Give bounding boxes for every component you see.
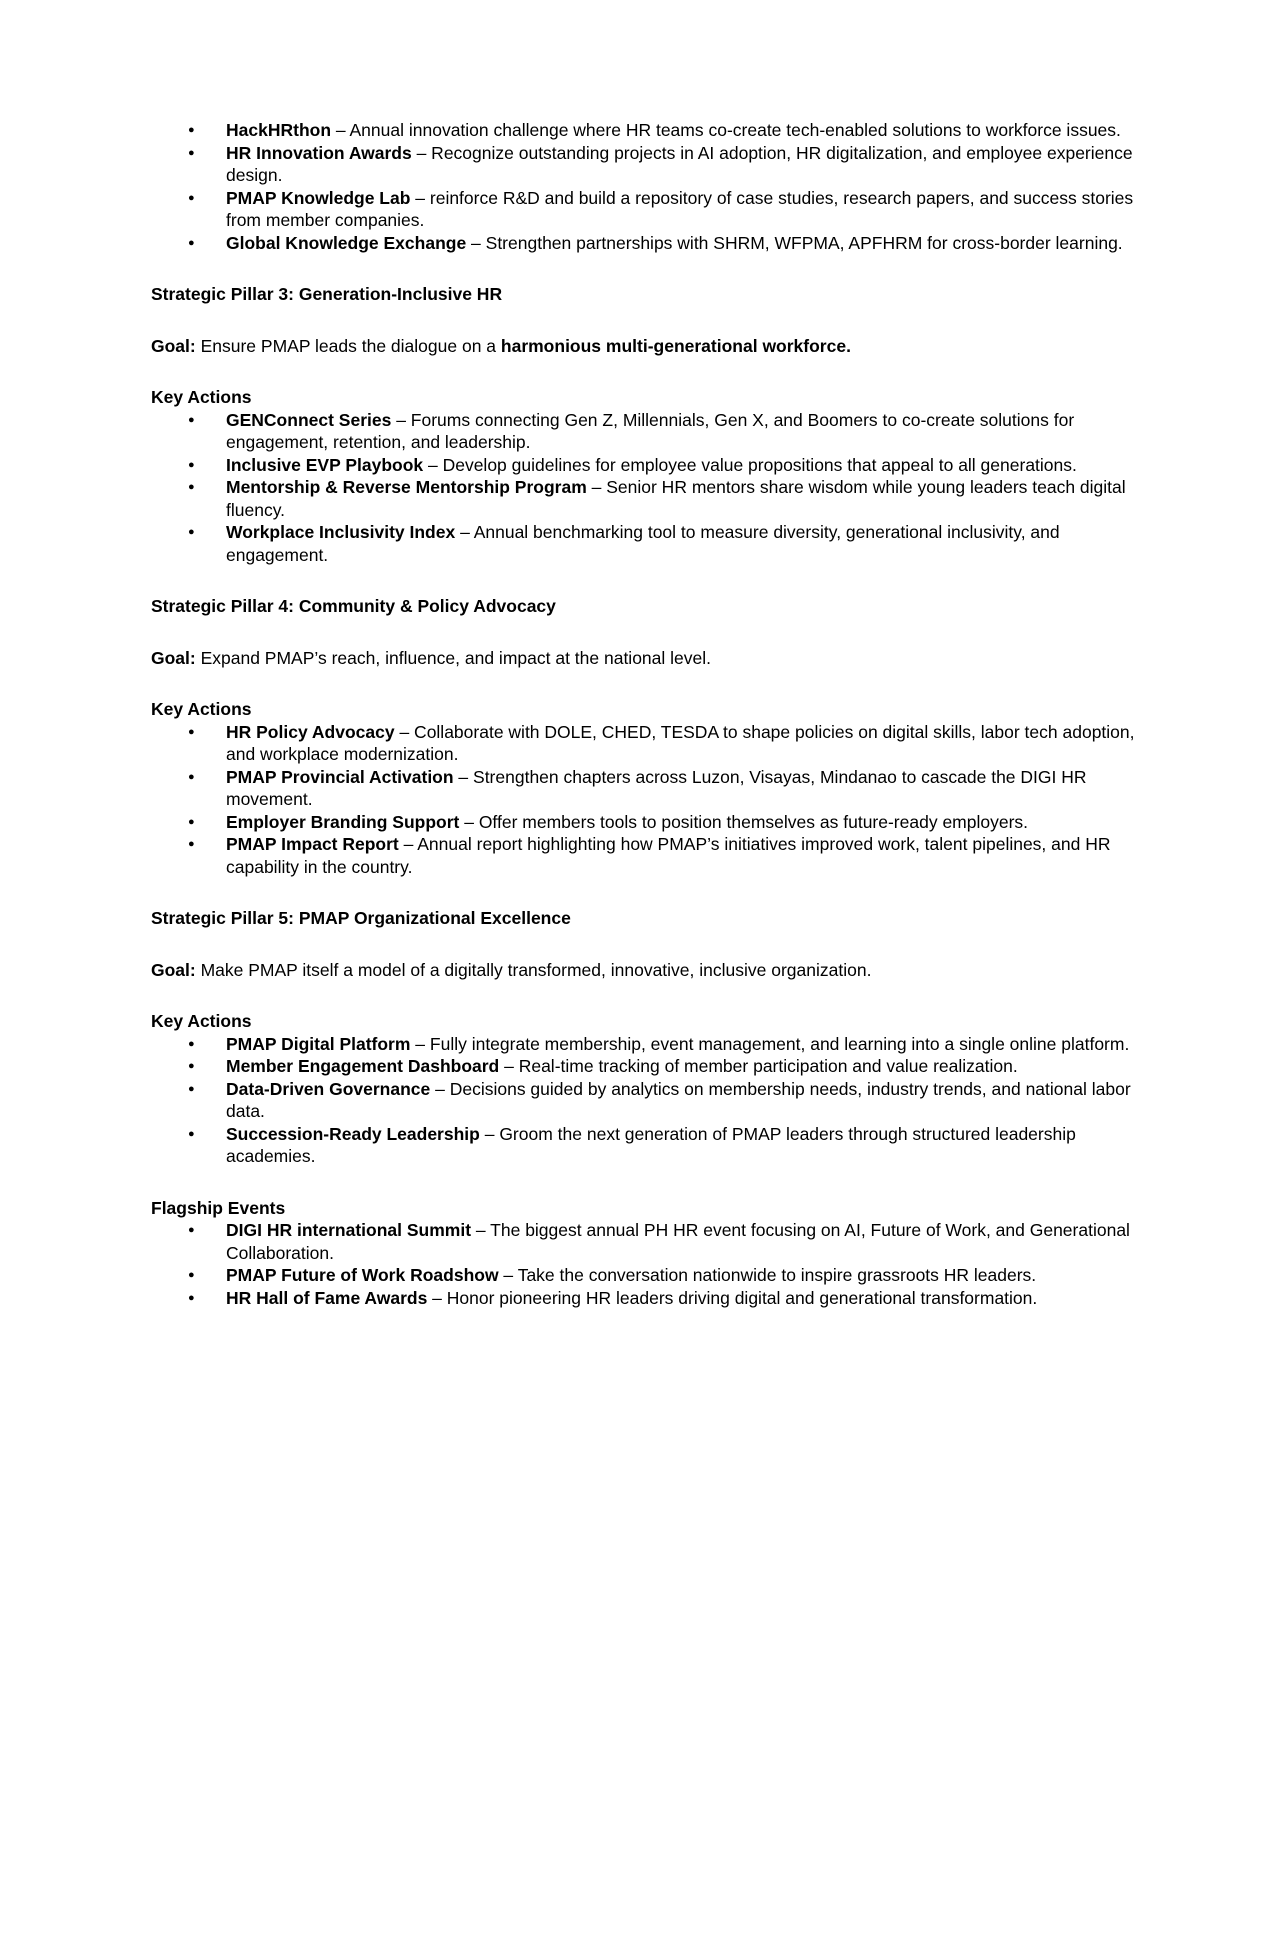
pillar-3-heading: Strategic Pillar 3: Generation-Inclusive HR	[151, 284, 503, 304]
document-content	[151, 119, 1141, 1309]
item-text: – Collaborate with DOLE, CHED, TESDA to shape policies on digital skills, labor tech adoption, and workplace modernization.	[226, 721, 1135, 764]
item-text: – Develop guidelines for employee value propositions that appeal to all generations.	[423, 454, 1077, 475]
list-item	[151, 1264, 1141, 1287]
pillar-3-key-actions: Key Actions	[151, 387, 252, 407]
item-term: Member Engagement Dashboard	[226, 1056, 500, 1076]
item-term: Inclusive EVP Playbook	[226, 454, 424, 475]
list-item	[151, 1055, 1141, 1078]
list-item	[151, 811, 1141, 834]
goal-emphasis: harmonious multi-generational workforce.	[500, 335, 851, 356]
item-term: PMAP Knowledge Lab	[226, 187, 411, 208]
item-term: HR Hall of Fame Awards	[226, 1287, 428, 1308]
list-item	[151, 833, 1141, 878]
item-text: – Offer members tools to position themselves as future-ready employers.	[459, 811, 1029, 832]
goal-text: Make PMAP itself a model of a digitally transformed, innovative, inclusive organization.	[195, 959, 872, 980]
list-item	[151, 721, 1141, 766]
item-text: – Senior HR mentors share wisdom while young leaders teach digital fluency.	[226, 477, 1126, 520]
goal-text: Ensure PMAP leads the dialogue on a	[195, 335, 501, 356]
item-term: HackHRthon	[226, 120, 332, 140]
list-item	[151, 1219, 1141, 1264]
item-term: DIGI HR international Summit	[226, 1220, 472, 1240]
list-item	[151, 187, 1141, 232]
item-term: Succession-Ready Leadership	[226, 1123, 480, 1144]
pillar-5-list	[151, 1033, 1141, 1168]
list-item	[151, 766, 1141, 811]
item-text: – Fully integrate membership, event management, and learning into a single online platform.	[410, 1033, 1130, 1054]
pillar-4-list	[151, 721, 1141, 879]
pillar-5-heading: Strategic Pillar 5: PMAP Organizational Excellence	[151, 908, 571, 928]
goal-label: Goal:	[151, 335, 196, 356]
list-item	[151, 409, 1141, 454]
item-text: – Honor pioneering HR leaders driving digital and generational transformation.	[427, 1287, 1038, 1308]
item-term: HR Innovation Awards	[226, 142, 412, 163]
item-term: PMAP Future of Work Roadshow	[226, 1265, 499, 1285]
list-item	[151, 1078, 1141, 1123]
item-term: PMAP Provincial Activation	[226, 766, 454, 787]
item-term: HR Policy Advocacy	[226, 721, 395, 742]
item-text: – The biggest annual PH HR event focusing on AI, Future of Work, and Generational Collaboration.	[226, 1220, 1130, 1263]
innovation-list	[151, 119, 1141, 254]
item-text: – Forums connecting Gen Z, Millennials, Gen X, and Boomers to co-create solutions for engagement, retention, and leadership.	[226, 409, 1075, 452]
pillar-4-key-actions: Key Actions	[151, 699, 252, 719]
item-term: Mentorship & Reverse Mentorship Program	[226, 477, 587, 497]
goal-label: Goal:	[151, 647, 196, 668]
list-item	[151, 1033, 1141, 1056]
pillar-4-goal	[151, 647, 1141, 670]
item-text: – Strengthen chapters across Luzon, Visayas, Mindanao to cascade the DIGI HR movement.	[226, 766, 1087, 809]
pillar-4-heading: Strategic Pillar 4: Community & Policy Advocacy	[151, 596, 556, 616]
item-text: – Recognize outstanding projects in AI adoption, HR digitalization, and employee experience design.	[226, 142, 1133, 185]
pillar-3-goal	[151, 335, 1141, 358]
list-item	[151, 476, 1141, 521]
list-item	[151, 1123, 1141, 1168]
item-term: Global Knowledge Exchange	[226, 232, 467, 253]
pillar-5-key-actions: Key Actions	[151, 1011, 252, 1031]
flagship-events-list	[151, 1219, 1141, 1309]
item-term: PMAP Impact Report	[226, 834, 399, 854]
item-term: GENConnect Series	[226, 409, 392, 430]
list-item	[151, 1287, 1141, 1310]
list-item	[151, 521, 1141, 566]
item-term: Workplace Inclusivity Index	[226, 522, 456, 542]
list-item	[151, 232, 1141, 255]
item-text: – Annual report highlighting how PMAP’s initiatives improved work, talent pipelines, and HR capability in the country.	[226, 834, 1111, 877]
item-term: Data-Driven Governance	[226, 1078, 431, 1099]
list-item	[151, 119, 1141, 142]
item-term: PMAP Digital Platform	[226, 1033, 411, 1054]
list-item	[151, 454, 1141, 477]
item-text: – Annual benchmarking tool to measure diversity, generational inclusivity, and engagement.	[226, 522, 1060, 565]
item-text: – Annual innovation challenge where HR teams co-create tech-enabled solutions to workforce issues.	[331, 120, 1121, 140]
item-text: – Real-time tracking of member participation and value realization.	[499, 1056, 1018, 1076]
item-text: – Decisions guided by analytics on membership needs, industry trends, and national labor data.	[226, 1078, 1131, 1121]
item-term: Employer Branding Support	[226, 811, 460, 832]
item-text: – reinforce R&D and build a repository of case studies, research papers, and success stories from member companies.	[226, 187, 1134, 230]
item-text: – Groom the next generation of PMAP leaders through structured leadership academies.	[226, 1123, 1076, 1166]
flagship-events-heading: Flagship Events	[151, 1197, 286, 1218]
goal-text: Expand PMAP’s reach, influence, and impact at the national level.	[195, 647, 711, 668]
item-text: – Take the conversation nationwide to inspire grassroots HR leaders.	[498, 1265, 1037, 1285]
list-item	[151, 142, 1141, 187]
item-text: – Strengthen partnerships with SHRM, WFPMA, APFHRM for cross-border learning.	[466, 232, 1123, 253]
goal-label: Goal:	[151, 959, 196, 980]
pillar-3-list	[151, 409, 1141, 567]
pillar-5-goal	[151, 959, 1141, 982]
